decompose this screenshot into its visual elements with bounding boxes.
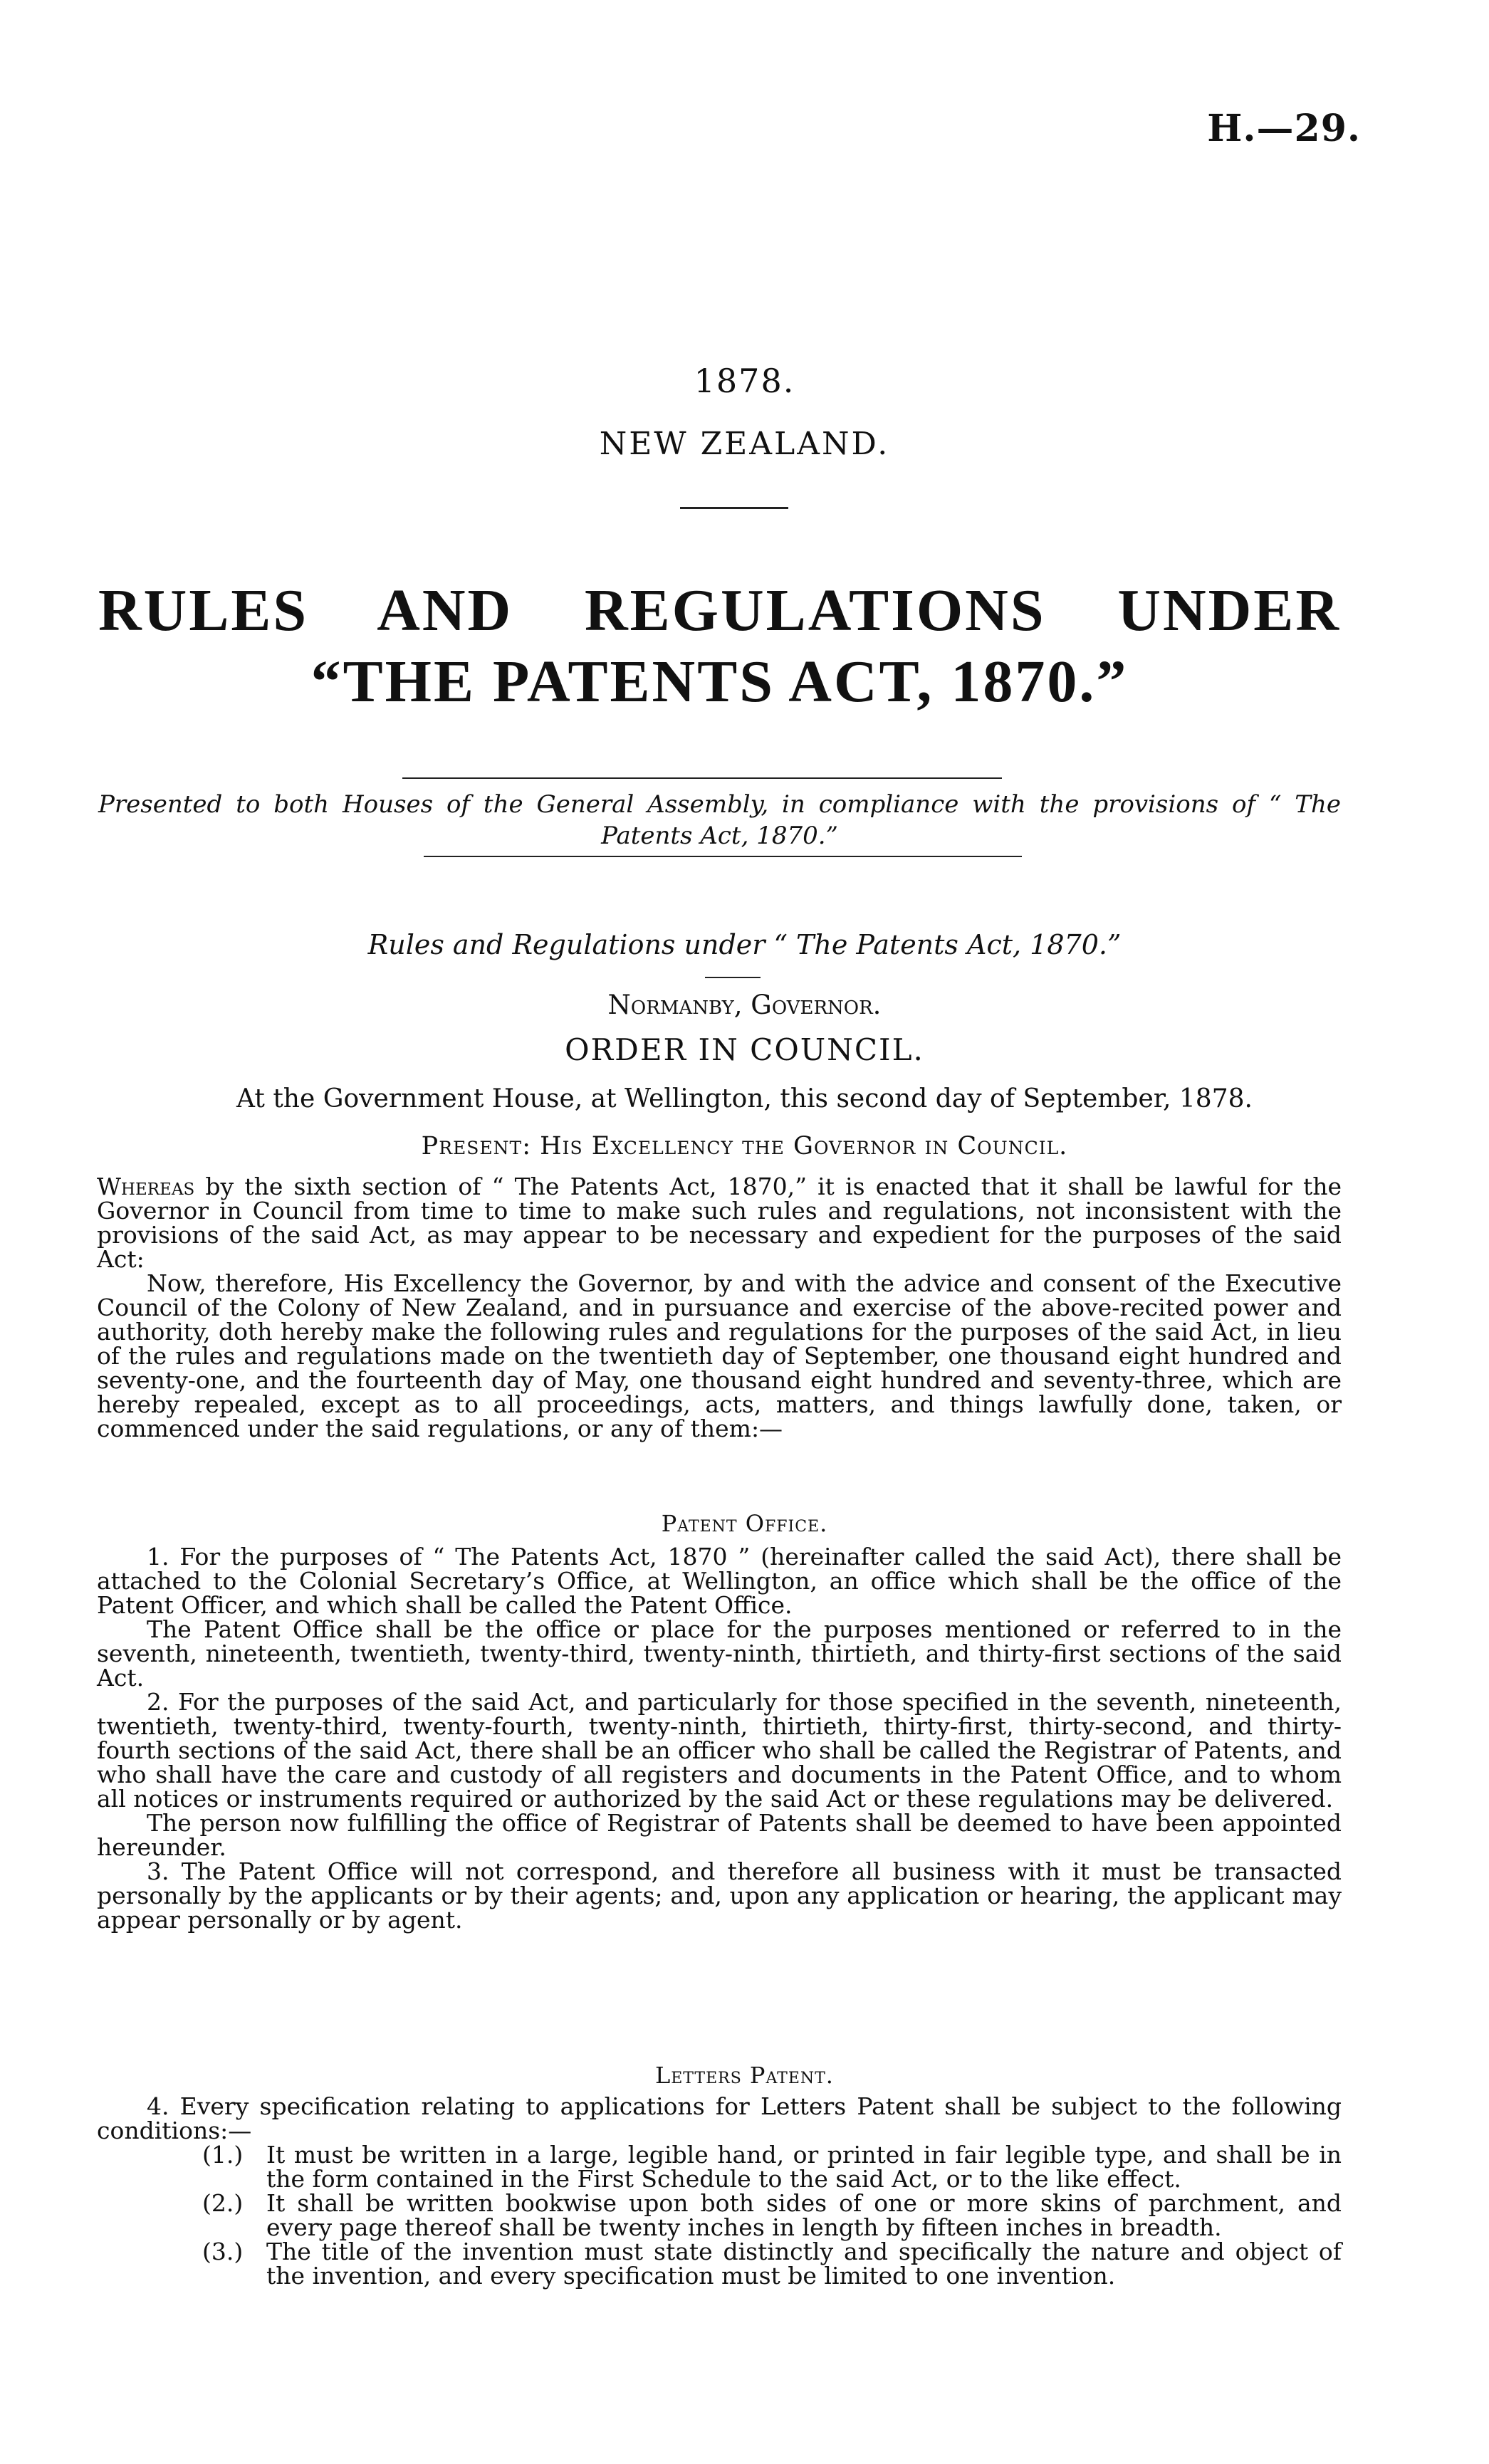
condition-number: (3.) — [202, 2238, 244, 2265]
preamble-whereas — [97, 1175, 1342, 1272]
paragraph: 3. The Patent Office will not correspond, and therefore all business with it must be transacted personally by the applicants or by their agents; and, upon any application or hearing, the applicant may appear personally or by agent. — [97, 1857, 1342, 1934]
preamble-now-therefore: Now, therefore, His Excellency the Governor, by and with the advice and consent of the Executive Council of the Colony of New Zealand, and in pursuance and exercise of the above-recited power and authority, doth hereby make the following rules and regulations for the purposes of the said Act, in lieu of the rules and regulations made on the twentieth day of September, one thousand eight hundred and seventy-one, and the fourteenth day of May, one thousand eight hundred and seventy-three, which are hereby repealed, except as to all proceedings, acts, matters, and things lawfully done, taken, or commenced under the said regulations, or any of them:— — [97, 1269, 1342, 1442]
document-year: 1878. — [694, 362, 795, 400]
order-date-line: At the Government House, at Wellington, this second day of September, 1878. — [236, 1084, 1253, 1113]
presented-note: Presented to both Houses of the General Assembly, in compliance with the provisions of “ The Patents Act, 1870.” — [98, 790, 1341, 850]
condition-text: It shall be written bookwise upon both sides of one or more skins of parchment, and every page thereof shall be twenty inches in length by fifteen inches in breadth. — [266, 2189, 1342, 2241]
patent-office-section — [97, 1545, 1342, 1932]
patent-office-heading: Patent Office. — [661, 1510, 828, 1537]
condition-item — [202, 2143, 1342, 2191]
presented-bottom-rule — [424, 856, 1022, 857]
paragraph: 4. Every specification relating to applications for Letters Patent shall be subject to the following conditions:— — [97, 2092, 1342, 2144]
document-country: NEW ZEALAND. — [599, 426, 890, 462]
paragraph: 2. For the purposes of the said Act, and particularly for those specified in the seventh, nineteenth, twentieth, twenty-third, twenty-fourth, twenty-ninth, thirtieth, thirty-first, thirty-second, and thirty-fourth sections of the said Act, there shall be an officer who shall be called the Registrar of Patents, and who shall have the care and custody of all registers and documents in the Patent Office, and to whom all notices or instruments required or authorized by the said Act or these regulations may be delivered. — [97, 1688, 1342, 1813]
conditions-list — [97, 2143, 1342, 2288]
condition-item — [202, 2240, 1342, 2288]
order-in-council-heading: ORDER IN COUNCIL. — [565, 1032, 924, 1067]
whereas-word: Whereas — [97, 1173, 195, 1200]
letters-patent-intro — [97, 2092, 1342, 2144]
condition-number: (1.) — [202, 2141, 244, 2169]
governor-signature: Normanby, Governor. — [607, 990, 882, 1020]
paragraph: The person now fulfilling the office of Registrar of Patents shall be deemed to have been appointed hereunder. — [97, 1809, 1342, 1861]
order-sub-heading: Rules and Regulations under “ The Patents Act, 1870.” — [367, 929, 1122, 960]
condition-item — [202, 2191, 1342, 2240]
paragraph: The Patent Office shall be the office or place for the purposes mentioned or referred to in the seventh, nineteenth, twentieth, twenty-third, twenty-ninth, thirtieth, and thirty-first sections of the said Act. — [97, 1615, 1342, 1692]
document-title: RULES AND REGULATIONS UNDER “THE PATENTS ACT, 1870.” — [98, 577, 1341, 715]
condition-number: (2.) — [202, 2189, 244, 2217]
condition-text: It must be written in a large, legible hand, or printed in fair legible type, and shall be in the form contained in the First Schedule to the said Act, or to the like effect. — [266, 2141, 1342, 2193]
whereas-text: by the sixth section of “ The Patents Act, 1870,” it is enacted that it shall be lawful for the Governor in Council from time to time to make such rules and regulations, not inconsistent with the provisions of the said Act, as may appear to be necessary and expedient for the purposes of the said Act: — [97, 1173, 1342, 1273]
letters-patent-heading: Letters Patent. — [655, 2062, 834, 2089]
sub-heading-rule — [705, 977, 761, 978]
title-divider — [680, 507, 788, 509]
page-reference: H.—29. — [1207, 107, 1361, 150]
presented-top-rule — [402, 777, 1002, 779]
preamble — [97, 1175, 1342, 1441]
condition-text: The title of the invention must state distinctly and specifically the nature and object of the invention, and every specification must be limited to one invention. — [266, 2238, 1342, 2290]
present-line: Present: His Excellency the Governor in Council. — [421, 1132, 1068, 1160]
paragraph: 1. For the purposes of “ The Patents Act, 1870 ” (hereinafter called the said Act), there shall be attached to the Colonial Secretary’s Office, at Wellington, an office which shall be the office of the Patent Officer, and which shall be called the Patent Office. — [97, 1543, 1342, 1619]
